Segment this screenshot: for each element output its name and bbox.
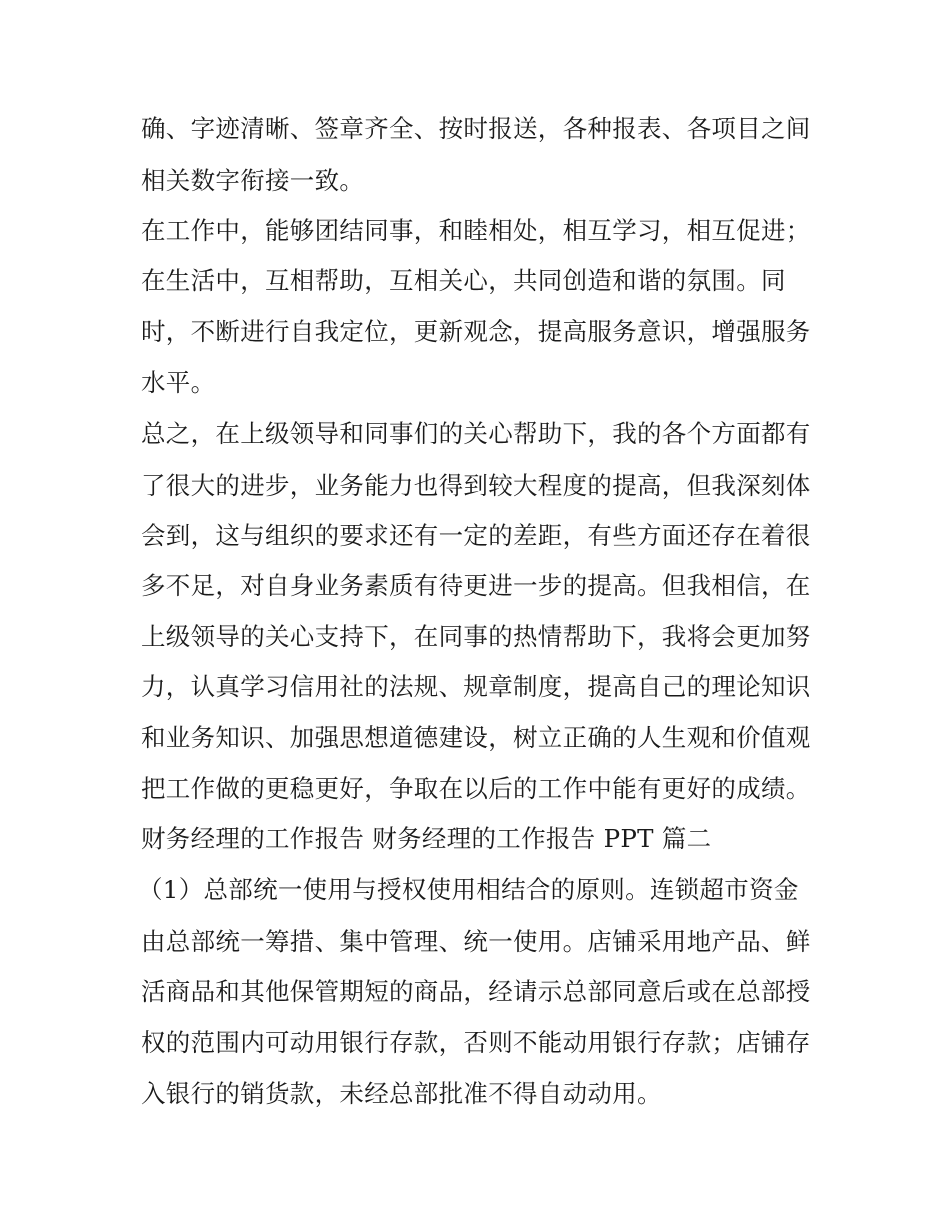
text-line: 入银行的销货款，未经总部批准不得自动动用。: [141, 1079, 662, 1108]
text-line: 多不足，对自身业务素质有待更进一步的提高。但我相信，在: [141, 571, 811, 600]
text-line: （1）总部统一使用与授权使用相结合的原则。连锁超市资金: [138, 875, 799, 904]
text-line: 和业务知识、加强思想道德建设，树立正确的人生观和价值观: [141, 723, 811, 752]
section-heading: 财务经理的工作报告 财务经理的工作报告 PPT 篇二: [141, 824, 712, 853]
text-line: 相关数字衔接一致。: [141, 166, 365, 195]
text-line: 总之，在上级领导和同事们的关心帮助下，我的各个方面都有: [141, 419, 811, 448]
text-line: 把工作做的更稳更好，争取在以后的工作中能有更好的成绩。: [141, 774, 811, 803]
text-line: 由总部统一筹措、集中管理、统一使用。店铺采用地产品、鲜: [141, 927, 811, 956]
text-line: 了很大的进步，业务能力也得到较大程度的提高，但我深刻体: [141, 471, 811, 500]
text-line: 会到，这与组织的要求还有一定的差距，有些方面还存在着很: [141, 521, 811, 550]
text-line: 在工作中，能够团结同事，和睦相处，相互学习，相互促进；: [141, 216, 811, 245]
text-line: 权的范围内可动用银行存款，否则不能动用银行存款；店铺存: [141, 1028, 811, 1057]
text-line: 力，认真学习信用社的法规、规章制度，提高自己的理论知识: [141, 672, 811, 701]
text-line: 上级领导的关心支持下，在同事的热情帮助下，我将会更加努: [141, 622, 811, 651]
text-line: 时，不断进行自我定位，更新观念，提高服务意识，增强服务: [141, 317, 811, 346]
text-line: 确、字迹清晰、签章齐全、按时报送，各种报表、各项目之间: [141, 114, 811, 143]
text-line: 水平。: [141, 368, 216, 397]
text-line: 在生活中，互相帮助，互相关心，共同创造和谐的氛围。同: [141, 266, 786, 295]
text-line: 活商品和其他保管期短的商品，经请示总部同意后或在总部授: [141, 977, 811, 1006]
